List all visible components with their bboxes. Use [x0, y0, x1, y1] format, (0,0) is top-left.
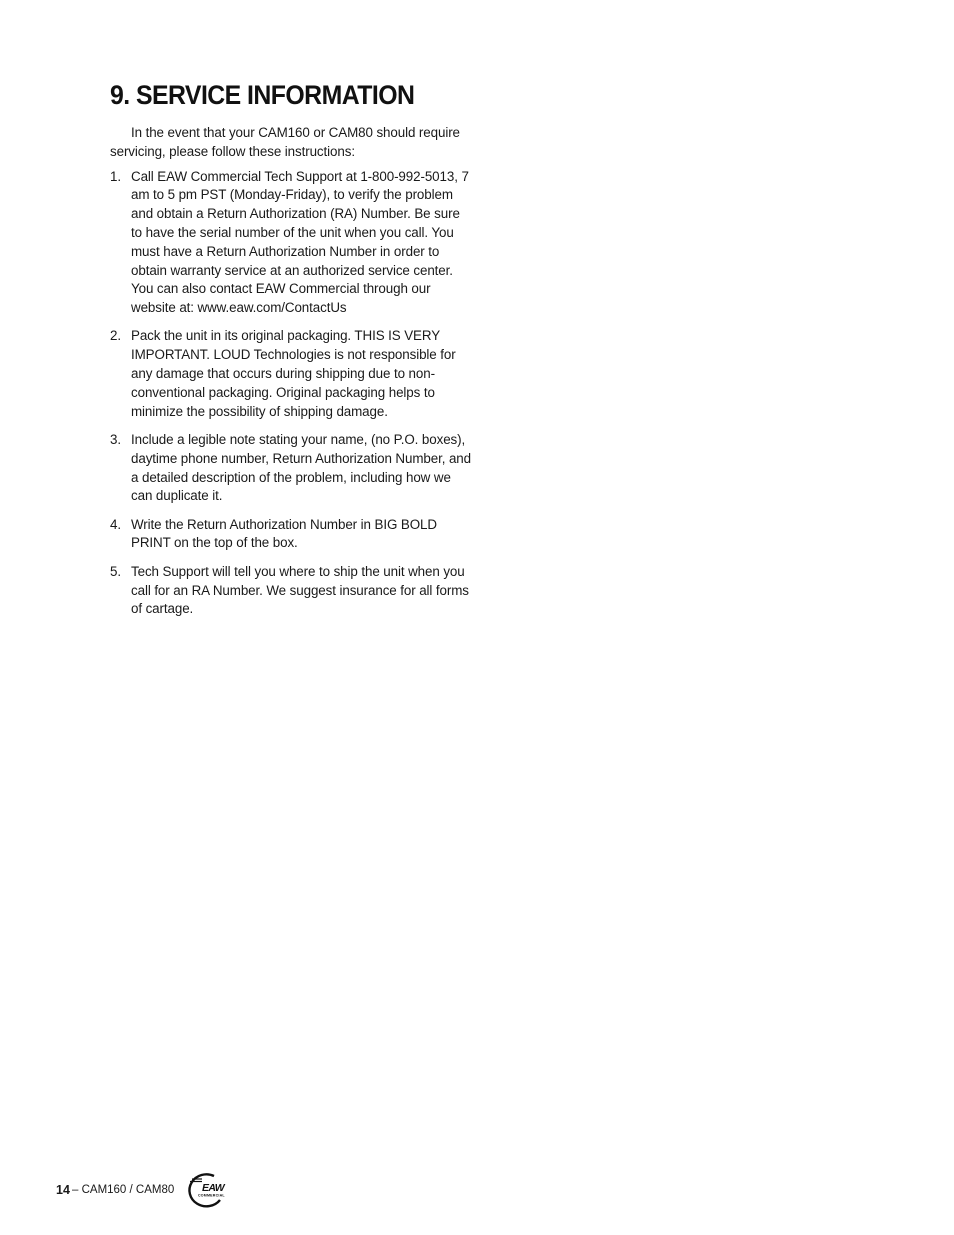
footer-model-name: – CAM160 / CAM80	[72, 1184, 175, 1196]
service-steps-list	[110, 168, 472, 620]
step-text: Pack the unit in its original packaging. THIS IS VERY IMPORTANT. LOUD Technologies is not responsible for any damage that occurs during shipping due to non-conventional packaging. Original packaging helps to minimize the possibility of shipping damage.	[131, 328, 456, 419]
step-number: 3.	[110, 431, 121, 447]
step-text: Include a legible note stating your name, (no P.O. boxes), daytime phone number, Return Authorization Number, and a detailed description of the problem, including how we can duplicate it.	[131, 431, 471, 504]
page-footer	[56, 1170, 256, 1210]
service-information-section	[110, 78, 472, 629]
page-number: 14	[56, 1183, 70, 1197]
list-item	[110, 516, 472, 554]
list-item	[110, 327, 472, 421]
intro-paragraph: In the event that your CAM160 or CAM80 should require servicing, please follow these instructions:	[110, 125, 460, 159]
step-number: 2.	[110, 328, 121, 344]
step-number: 1.	[110, 168, 121, 184]
eaw-commercial-logo-icon	[184, 1170, 228, 1210]
step-number: 4.	[110, 516, 121, 532]
list-item	[110, 168, 472, 318]
svg-text:EAW: EAW	[202, 1182, 225, 1194]
step-text: Call EAW Commercial Tech Support at 1-800-992-5013, 7 am to 5 pm PST (Monday-Friday), to verify the problem and obtain a Return Authorization (RA) Number. Be sure to have the serial number of the unit when you call. You must have a Return Authorization Number in order to obtain warranty service at an authorized service center. You can also contact EAW Commercial through our website at: www.eaw.com/ContactUs	[131, 168, 469, 316]
step-number: 5.	[110, 563, 121, 579]
section-title: 9. SERVICE INFORMATION	[110, 80, 415, 110]
list-item	[110, 431, 472, 506]
list-item	[110, 563, 472, 619]
step-text: Tech Support will tell you where to ship the unit when you call for an RA Number. We suggest insurance for all forms of cartage.	[131, 563, 469, 617]
svg-text:COMMERCIAL: COMMERCIAL	[198, 1193, 225, 1198]
step-text: Write the Return Authorization Number in BIG BOLD PRINT on the top of the box.	[131, 516, 437, 551]
